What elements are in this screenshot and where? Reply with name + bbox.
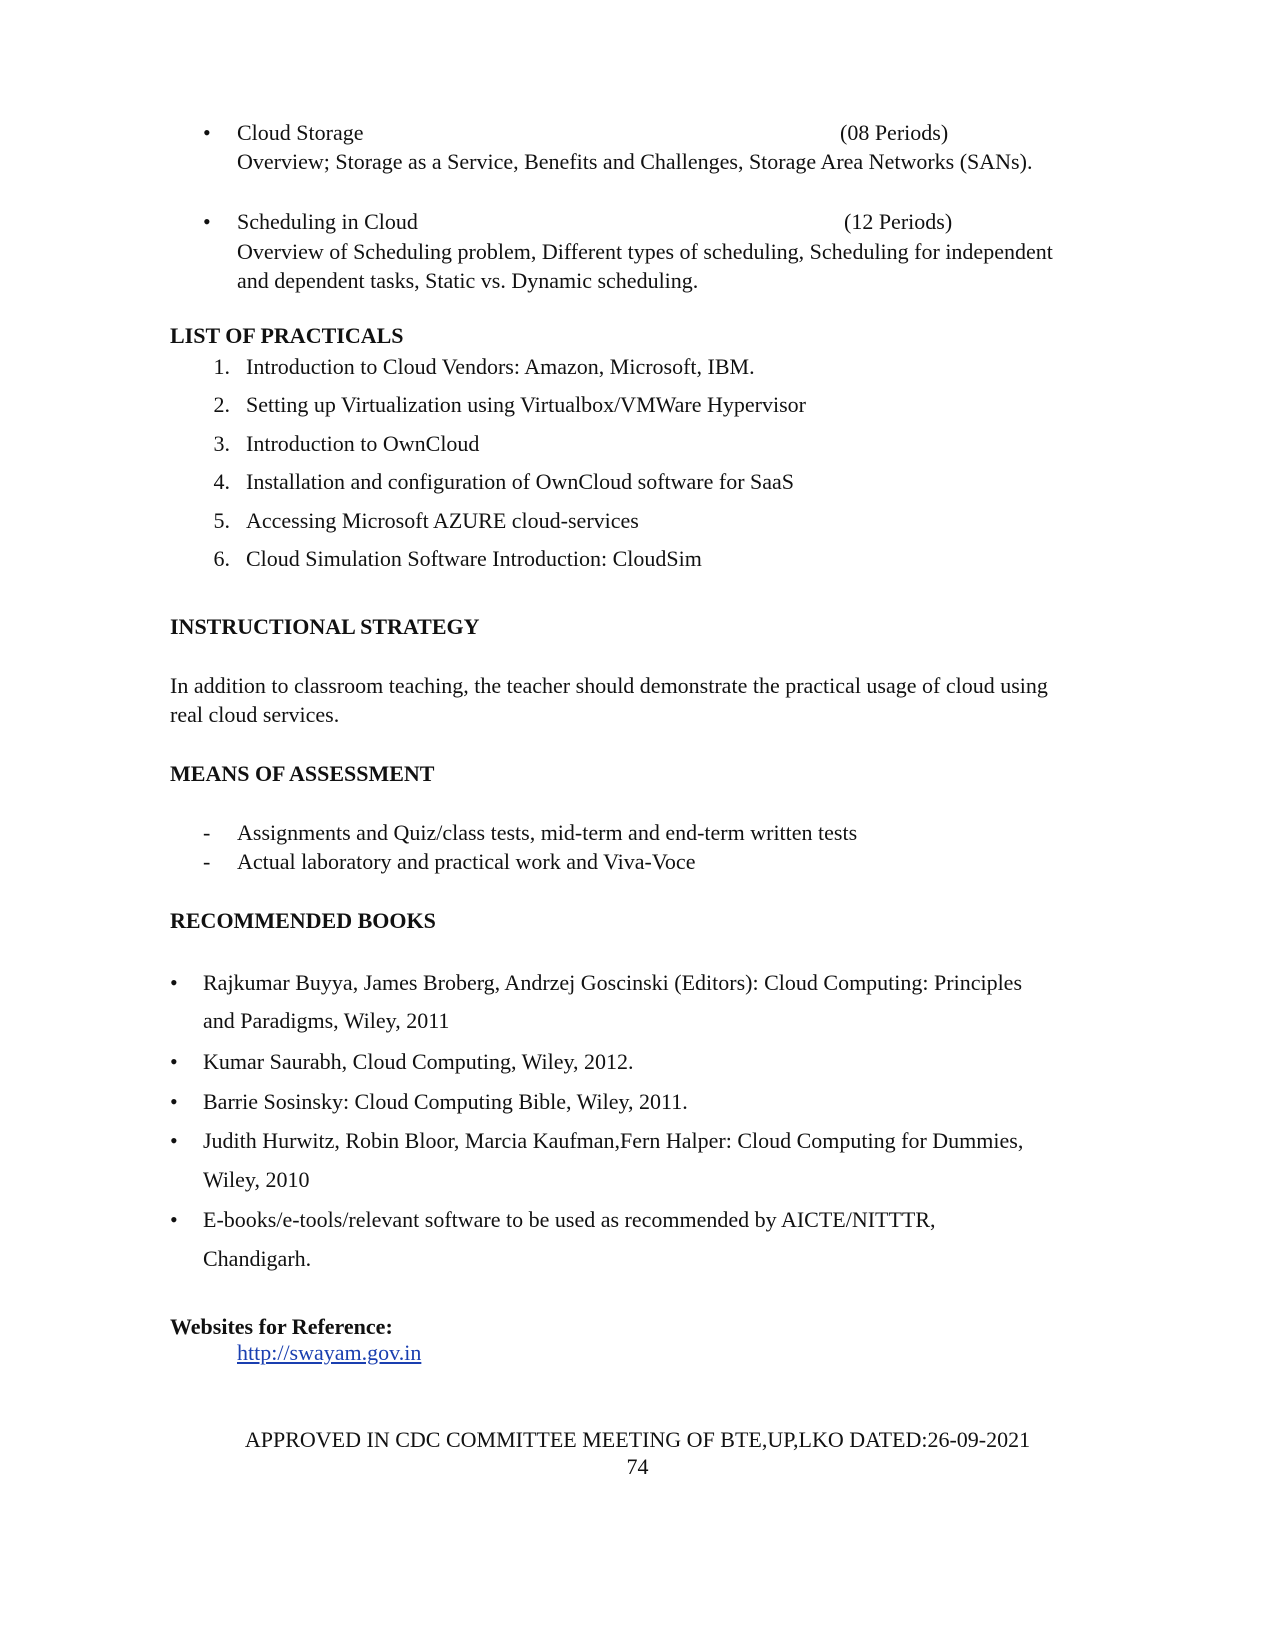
list-item: Cloud Simulation Software Introduction: CloudSim [246,546,702,571]
bullet-icon: • [170,1207,178,1232]
approval-footer: APPROVED IN CDC COMMITTEE MEETING OF BTE,UP,LKO DATED:26-09-2021 [244,1427,1031,1452]
list-item: Introduction to Cloud Vendors: Amazon, Microsoft, IBM. [246,354,755,379]
bullet-icon: • [170,1128,178,1153]
assessment-heading: MEANS OF ASSESSMENT [170,761,435,786]
topic-description: Overview; Storage as a Service, Benefits and Challenges, Storage Area Networks (SANs). [237,149,1033,174]
book-entry: E-books/e-tools/relevant software to be used as recommended by AICTE/NITTTR, [203,1207,936,1232]
list-number: 3. [213,431,230,456]
topic-title: Cloud Storage [237,120,364,145]
list-item: Accessing Microsoft AZURE cloud-services [246,508,639,533]
book-entry: Judith Hurwitz, Robin Bloor, Marcia Kaufman,Fern Halper: Cloud Computing for Dummies, [203,1128,1024,1153]
topic-title: Scheduling in Cloud [237,209,418,234]
bullet-icon: • [203,120,211,145]
books-heading: RECOMMENDED BOOKS [170,908,436,933]
list-item: Introduction to OwnCloud [246,431,480,456]
reference-link[interactable]: http://swayam.gov.in [237,1340,422,1365]
bullet-icon: • [170,1089,178,1114]
list-number: 6. [213,546,230,571]
list-item: Assignments and Quiz/class tests, mid-term and end-term written tests [237,820,858,845]
list-number: 4. [213,469,230,494]
strategy-text: In addition to classroom teaching, the teacher should demonstrate the practical usage of cloud using [170,673,1048,698]
list-number: 1. [213,354,230,379]
book-entry: Rajkumar Buyya, James Broberg, Andrzej Goscinski (Editors): Cloud Computing: Principles [203,970,1023,995]
list-item: Actual laboratory and practical work and Viva-Voce [237,849,696,874]
book-entry: Barrie Sosinsky: Cloud Computing Bible, Wiley, 2011. [203,1089,688,1114]
list-number: 2. [213,392,230,417]
topic-periods: (08 Periods) [840,120,949,145]
topic-description: and dependent tasks, Static vs. Dynamic scheduling. [237,268,699,293]
practicals-heading: LIST OF PRACTICALS [170,323,404,348]
dash-marker: - [203,849,211,874]
bullet-icon: • [170,1049,178,1074]
strategy-text: real cloud services. [170,702,340,727]
dash-marker: - [203,820,211,845]
page-number: 74 [626,1454,649,1479]
list-number: 5. [213,508,230,533]
book-entry: Wiley, 2010 [203,1167,310,1192]
book-entry: and Paradigms, Wiley, 2011 [203,1008,450,1033]
book-entry: Kumar Saurabh, Cloud Computing, Wiley, 2012. [203,1049,634,1074]
list-item: Setting up Virtualization using Virtualbox/VMWare Hypervisor [246,392,806,417]
bullet-icon: • [203,209,211,234]
bullet-icon: • [170,970,178,995]
book-entry: Chandigarh. [203,1246,312,1271]
websites-heading: Websites for Reference: [170,1314,393,1339]
topic-periods: (12 Periods) [844,209,953,234]
strategy-heading: INSTRUCTIONAL STRATEGY [170,614,480,639]
topic-description: Overview of Scheduling problem, Different types of scheduling, Scheduling for independent [237,239,1053,264]
list-item: Installation and configuration of OwnCloud software for SaaS [246,469,795,494]
